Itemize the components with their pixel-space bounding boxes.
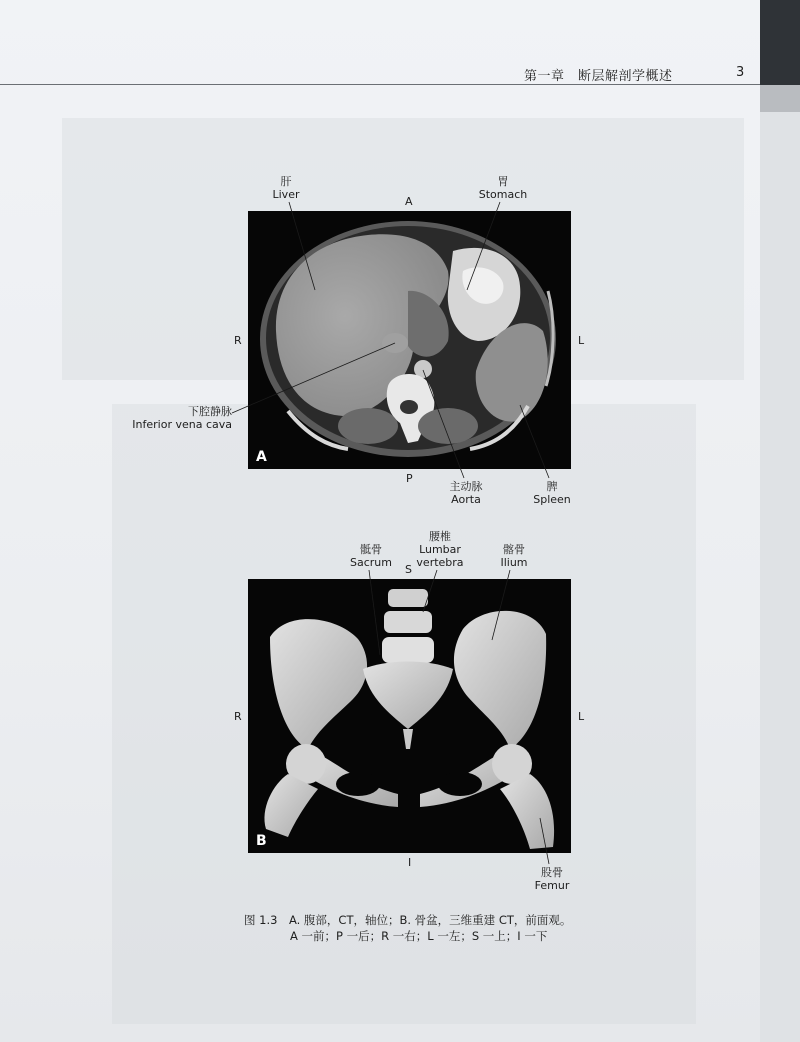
orient-superior: S (405, 563, 412, 576)
orient-anterior: A (405, 195, 413, 208)
ivc-shape (382, 333, 408, 353)
pelvis-3d-image (248, 579, 571, 853)
label-femur: 股骨 Femur (534, 866, 570, 892)
label-sacrum: 骶骨 Sacrum (350, 543, 392, 569)
label-lumbar-vertebra: 腰椎 Lumbar vertebra (416, 530, 464, 569)
caption-line-2: A 一前；P 一后；R 一右；L 一左；S 一上；I 一下 (290, 929, 548, 943)
orient-right-b: R (234, 710, 242, 723)
label-spleen: 脾 Spleen (533, 480, 571, 506)
figure-caption (244, 912, 571, 944)
label-stomach: 胃 Stomach (478, 175, 528, 201)
label-aorta: 主动脉 Aorta (449, 480, 483, 506)
lumbar-vertebra-1 (388, 589, 428, 607)
label-liver: 肝 Liver (272, 175, 300, 201)
page-number: 3 (736, 65, 745, 80)
orient-right-a: R (234, 334, 242, 347)
orient-posterior: P (406, 472, 413, 485)
left-femur-shape (500, 774, 554, 849)
orient-inferior: I (408, 856, 412, 869)
panel-label-b: B (256, 833, 267, 849)
sacrum-shape (363, 662, 453, 730)
orient-left-a: L (578, 334, 585, 347)
caption-line-1: 图 1.3 A. 腹部，CT，轴位；B. 骨盆，三维重建 CT，前面观。 (244, 913, 572, 927)
pelvis-drawing (248, 579, 571, 853)
right-ilium-shape (270, 619, 367, 749)
orient-left-b: L (578, 710, 585, 723)
lumbar-vertebra-3 (382, 637, 434, 663)
next-page-edge (760, 0, 800, 1042)
panel-label-a: A (256, 449, 267, 465)
dark-tab (760, 0, 800, 85)
label-ilium: 髂骨 Ilium (500, 543, 528, 569)
chapter-title: 第一章 断层解剖学概述 (524, 69, 673, 84)
grey-tab (760, 85, 800, 112)
ct-axial-image (248, 211, 571, 469)
label-inferior-vena-cava: 下腔静脉 Inferior vena cava (132, 405, 232, 431)
header-rule (0, 84, 760, 85)
lumbar-vertebra-2 (384, 611, 432, 633)
ct-axial-drawing (248, 211, 571, 469)
left-ilium-shape (454, 611, 546, 749)
